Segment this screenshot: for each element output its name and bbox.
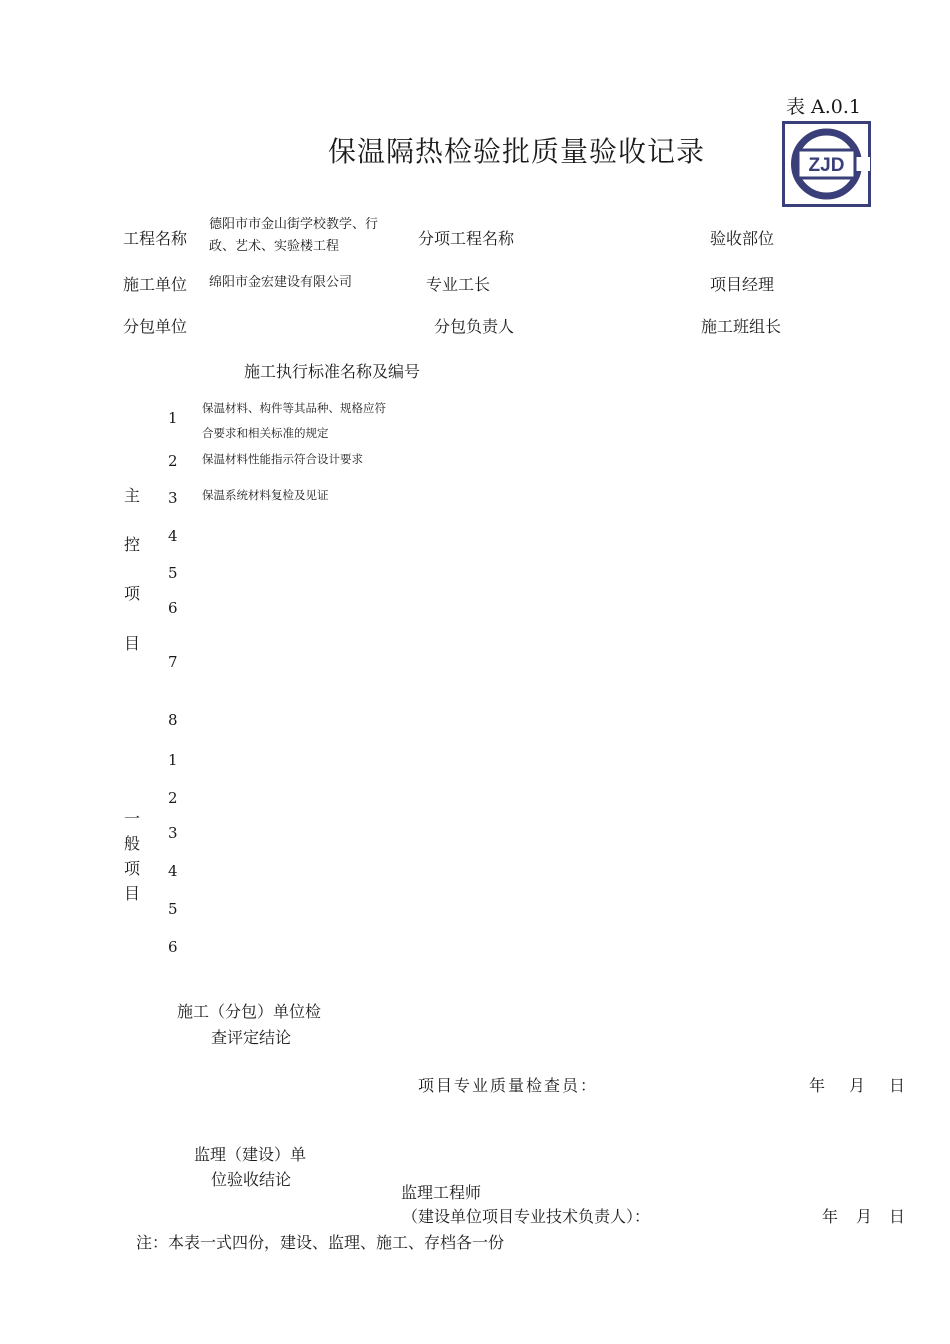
general-item-number: 2 xyxy=(168,789,178,807)
month-label: 月 xyxy=(849,1076,866,1095)
main-control-side-char: 目 xyxy=(124,634,141,653)
project-name-label: 工程名称 xyxy=(123,229,188,248)
acceptance-part-label: 验收部位 xyxy=(710,229,775,248)
engineer-label: 监理工程师 xyxy=(401,1183,482,1202)
team-leader-label: 施工班组长 xyxy=(701,317,782,336)
construction-conclusion-label: 查评定结论 xyxy=(211,1028,292,1047)
main-item-number: 8 xyxy=(168,711,178,729)
day-label: 日 xyxy=(889,1076,906,1095)
main-item-number: 5 xyxy=(168,564,178,582)
zjd-logo-icon xyxy=(782,121,871,207)
day-label: 日 xyxy=(889,1207,906,1226)
main-control-side-char: 项 xyxy=(124,584,141,603)
main-item-number: 3 xyxy=(168,489,178,507)
engineer-sub-label: （建设单位项目专业技术负责人）： xyxy=(402,1207,651,1226)
main-item-text: 保温材料性能指示符合设计要求 xyxy=(202,452,363,466)
sub-leader-label: 分包负责人 xyxy=(434,317,515,336)
general-item-number: 3 xyxy=(168,824,178,842)
subcontractor-label: 分包单位 xyxy=(123,317,188,336)
contractor-label: 施工单位 xyxy=(123,275,188,294)
month-label: 月 xyxy=(856,1207,873,1226)
logo-text: ZJD xyxy=(808,155,845,176)
main-item-number: 4 xyxy=(168,527,178,545)
footer-note: 注：本表一式四份，建设、监理、施工、存档各一份 xyxy=(136,1233,505,1252)
general-item-number: 1 xyxy=(168,751,178,769)
foreman-label: 专业工长 xyxy=(426,275,491,294)
page-title: 保温隔热检验批质量验收记录 xyxy=(328,135,706,168)
inspector-label: 项目专业质量检查员： xyxy=(418,1076,599,1095)
sub-project-label: 分项工程名称 xyxy=(418,229,515,248)
main-item-number: 1 xyxy=(168,409,178,427)
general-side-char: 般 xyxy=(124,834,141,853)
supervision-conclusion-label: 位验收结论 xyxy=(211,1170,292,1189)
main-item-text: 保温系统材料复检及见证 xyxy=(202,488,329,502)
main-item-number: 6 xyxy=(168,599,178,617)
year-label: 年 xyxy=(809,1076,826,1095)
general-side-char: 项 xyxy=(124,859,141,878)
main-control-side-char: 控 xyxy=(124,535,141,554)
project-manager-label: 项目经理 xyxy=(710,275,775,294)
construction-conclusion-label: 施工（分包）单位检 xyxy=(177,1002,322,1021)
general-item-number: 4 xyxy=(168,862,178,880)
general-item-number: 6 xyxy=(168,938,178,956)
main-item-number: 7 xyxy=(168,653,178,671)
standard-label: 施工执行标准名称及编号 xyxy=(244,362,421,381)
general-side-char: 一 xyxy=(124,809,141,828)
general-item-number: 5 xyxy=(168,900,178,918)
project-name-value: 德阳市市金山街学校教学、行政、艺术、实验楼工程 xyxy=(209,217,379,254)
form-code: 表 A.0.1 xyxy=(786,96,862,118)
main-item-number: 2 xyxy=(168,452,178,470)
general-side-char: 目 xyxy=(124,884,141,903)
supervision-conclusion-label: 监理（建设）单 xyxy=(194,1145,307,1164)
contractor-value: 绵阳市金宏建设有限公司 xyxy=(209,275,353,290)
main-control-side-char: 主 xyxy=(124,486,141,505)
main-item-text: 保温材料、构件等其品种、规格应符合要求和相关标准的规定 xyxy=(202,401,386,440)
year-label: 年 xyxy=(822,1207,839,1226)
